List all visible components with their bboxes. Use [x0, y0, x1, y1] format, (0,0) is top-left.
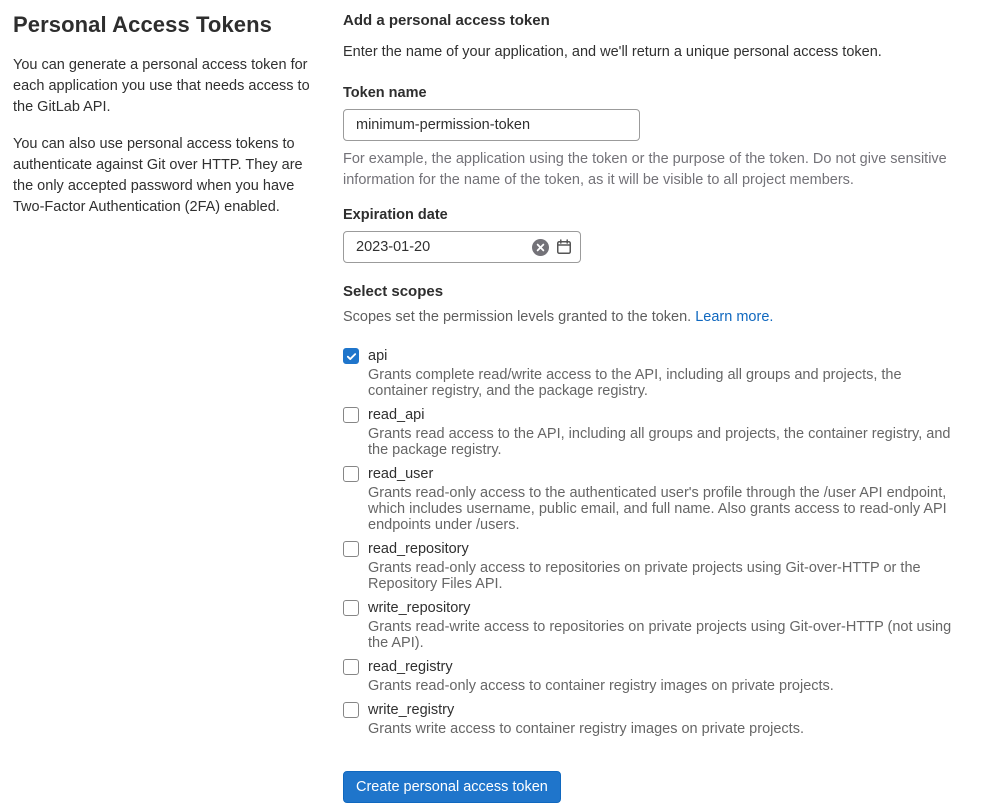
scope-description: Grants read-only access to container registry images on private projects. — [368, 678, 834, 694]
scope-item-read_registry — [343, 659, 962, 694]
form-subheading: Enter the name of your application, and we'll return a unique personal access token. — [343, 44, 882, 60]
scope-checkbox-write_repository[interactable] — [343, 600, 359, 616]
scope-checkbox-read_api[interactable] — [343, 407, 359, 423]
scope-description: Grants complete read/write access to the API, including all groups and projects, the container registry, and the package registry. — [368, 367, 902, 399]
scope-checkbox-write_registry[interactable] — [343, 702, 359, 718]
scope-item-write_repository — [343, 600, 962, 651]
scopes-subheading-text: Scopes set the permission levels granted to the token. — [343, 309, 692, 325]
page-description-paragraph-2: You can also use personal access tokens to authenticate against Git over HTTP. They are the only accepted password when you have Two-Factor Authentication (2FA) enabled. — [13, 136, 303, 215]
scope-label[interactable]: read_registry — [368, 659, 453, 675]
token-name-input[interactable] — [343, 109, 640, 141]
expiration-date-field — [343, 231, 581, 263]
scope-label[interactable]: api — [368, 348, 388, 364]
page-description-paragraph-1: You can generate a personal access token for each application you use that needs access to the GitLab API. — [13, 57, 310, 115]
scope-label[interactable]: read_api — [368, 407, 425, 423]
scope-item-read_user — [343, 466, 962, 533]
clear-date-icon[interactable] — [532, 239, 549, 256]
add-token-form — [343, 12, 962, 803]
token-name-help: For example, the application using the token or the purpose of the token. Do not give sensitive information for the name of the token, as it will be visible to all project members. — [343, 151, 947, 188]
scope-description: Grants write access to container registry images on private projects. — [368, 721, 804, 737]
scope-label[interactable]: write_repository — [368, 600, 471, 616]
calendar-icon[interactable] — [556, 239, 572, 255]
scope-label[interactable]: write_registry — [368, 702, 455, 718]
scope-item-write_registry — [343, 702, 962, 737]
scope-description: Grants read access to the API, including all groups and projects, the container registry, and the package registry. — [368, 426, 951, 458]
scope-label[interactable]: read_user — [368, 466, 434, 482]
token-name-label: Token name — [343, 85, 427, 101]
select-scopes-subheading — [343, 307, 962, 327]
page-title: Personal Access Tokens — [13, 12, 272, 37]
scope-description: Grants read-only access to the authenticated user's profile through the /user API endpoint, which includes username, public email, and full name. Also grants access to read-only API endpoints under /users. — [368, 485, 947, 533]
page-description-column — [13, 12, 316, 803]
scope-checkbox-read_repository[interactable] — [343, 541, 359, 557]
expiration-date-label: Expiration date — [343, 207, 448, 223]
scope-item-read_api — [343, 407, 962, 458]
scope-label[interactable]: read_repository — [368, 541, 469, 557]
form-heading: Add a personal access token — [343, 12, 550, 29]
learn-more-link[interactable]: Learn more. — [695, 309, 774, 325]
scope-description: Grants read-only access to repositories on private projects using Git-over-HTTP or the Repository Files API. — [368, 560, 921, 592]
create-token-button[interactable]: Create personal access token — [343, 771, 561, 803]
scope-description: Grants read-write access to repositories on private projects using Git-over-HTTP (not using the API). — [368, 619, 952, 651]
scope-item-api — [343, 348, 962, 399]
scope-checkbox-read_user[interactable] — [343, 466, 359, 482]
scope-checkbox-read_registry[interactable] — [343, 659, 359, 675]
select-scopes-heading: Select scopes — [343, 283, 444, 300]
scope-item-read_repository — [343, 541, 962, 592]
scope-checkbox-api[interactable] — [343, 348, 359, 364]
